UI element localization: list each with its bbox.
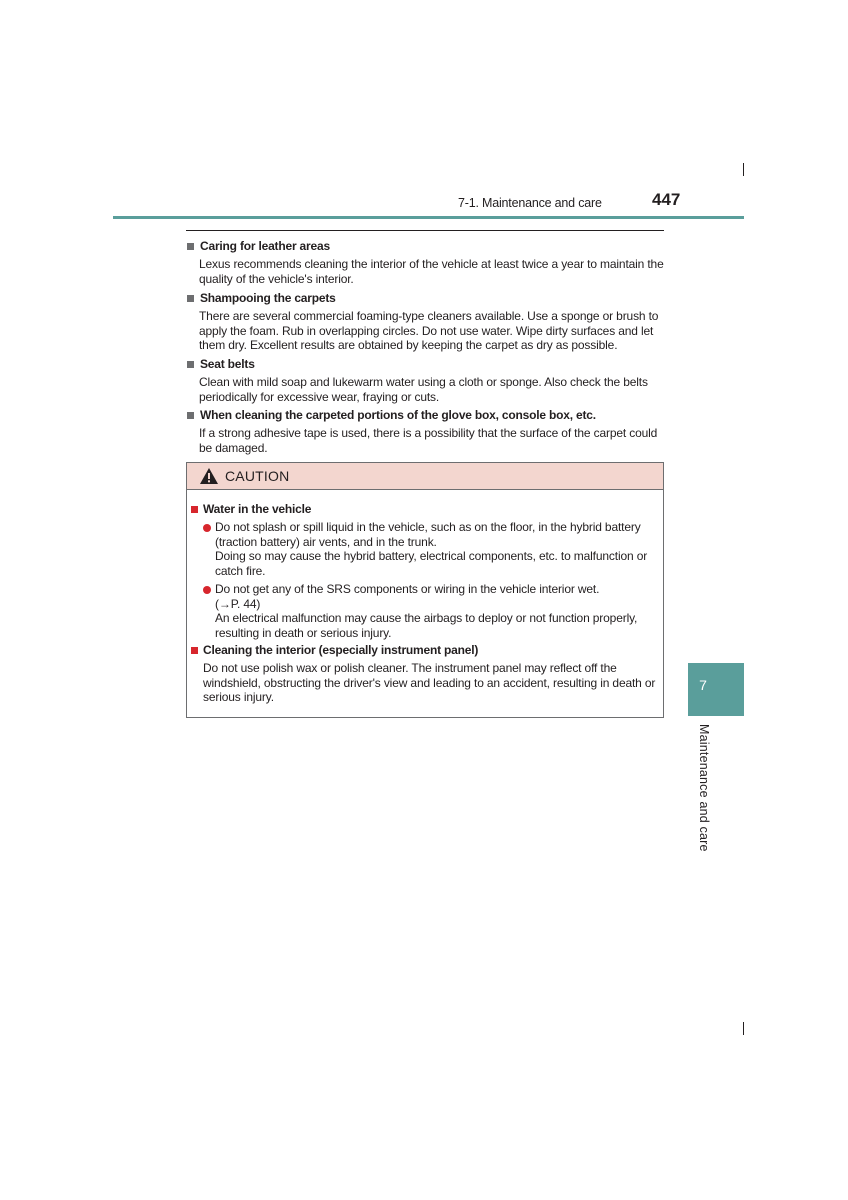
chapter-title: Maintenance and care	[697, 724, 711, 852]
caution-bullet-text: Do not splash or spill liquid in the vehicle, such as on the floor, in the hybrid battery (traction battery) air vents, and in the trunk.	[215, 520, 641, 549]
square-bullet-icon	[187, 295, 194, 302]
content-top-rule	[186, 230, 664, 231]
caution-bullet	[203, 520, 659, 578]
item-body: Lexus recommends cleaning the interior of the vehicle at least twice a year to maintain the quality of the vehicle's interior.	[199, 257, 664, 286]
item-heading-text: Caring for leather areas	[200, 239, 330, 253]
caution-header	[187, 463, 663, 490]
item-heading	[186, 239, 664, 253]
crop-mark-top	[743, 163, 744, 176]
item-heading-text: When cleaning the carpeted portions of the glove box, console box, etc.	[200, 408, 596, 422]
item-carpets	[186, 291, 664, 353]
square-bullet-icon	[187, 412, 194, 419]
caution-bullet	[203, 582, 659, 640]
red-square-bullet-icon	[191, 647, 198, 654]
red-square-bullet-icon	[191, 506, 198, 513]
item-heading-text: Shampooing the carpets	[200, 291, 336, 305]
crop-mark-bottom	[743, 1022, 744, 1035]
item-heading-text: Seat belts	[200, 357, 255, 371]
square-bullet-icon	[187, 361, 194, 368]
red-dot-bullet-icon	[203, 586, 211, 594]
item-glove-box	[186, 408, 664, 455]
item-seat-belts	[186, 357, 664, 404]
caution-section-body: Do not use polish wax or polish cleaner. The instrument panel may reflect off the windshield, obstructing the driver's view and leading to an accident, resulting in death or serious injury.	[203, 661, 656, 704]
caution-bullet-note: An electrical malfunction may cause the airbags to deploy or not function properly, resulting in death or serious injury.	[215, 611, 638, 640]
caution-title: CAUTION	[225, 468, 290, 484]
chapter-number: 7	[699, 677, 707, 693]
red-dot-bullet-icon	[203, 524, 211, 532]
caution-section-heading-text: Water in the vehicle	[203, 502, 312, 516]
item-body: If a strong adhesive tape is used, there is a possibility that the surface of the carpet could be damaged.	[199, 426, 658, 455]
section-title: 7-1. Maintenance and care	[458, 196, 602, 210]
caution-section-heading	[191, 643, 478, 657]
caution-bullet-note: Doing so may cause the hybrid battery, electrical components, etc. to malfunction or catch fire.	[215, 549, 648, 578]
caution-section-heading	[191, 502, 311, 516]
page-number: 447	[652, 190, 681, 209]
warning-triangle-icon	[199, 467, 219, 485]
header-rule	[113, 216, 744, 219]
chapter-tab	[688, 663, 744, 716]
item-heading	[186, 357, 664, 371]
item-heading	[186, 408, 664, 422]
caution-section-heading-text: Cleaning the interior (especially instrument panel)	[203, 643, 479, 657]
item-heading	[186, 291, 664, 305]
item-body: Clean with mild soap and lukewarm water using a cloth or sponge. Also check the belts periodically for excessive wear, fraying or cuts.	[199, 375, 648, 404]
item-body: There are several commercial foaming-type cleaners available. Use a sponge or brush to apply the foam. Rub in overlapping circles. Do not use water. Wipe dirty surfaces and let them dry. Excellent results are obtained by keeping the carpet as dry as possible.	[199, 309, 659, 352]
square-bullet-icon	[187, 243, 194, 250]
caution-bullet-text: Do not get any of the SRS components or wiring in the vehicle interior wet.	[215, 582, 600, 596]
item-leather	[186, 239, 664, 286]
page-reference-link[interactable]: (→P. 44)	[215, 596, 261, 611]
caution-box	[186, 462, 664, 718]
